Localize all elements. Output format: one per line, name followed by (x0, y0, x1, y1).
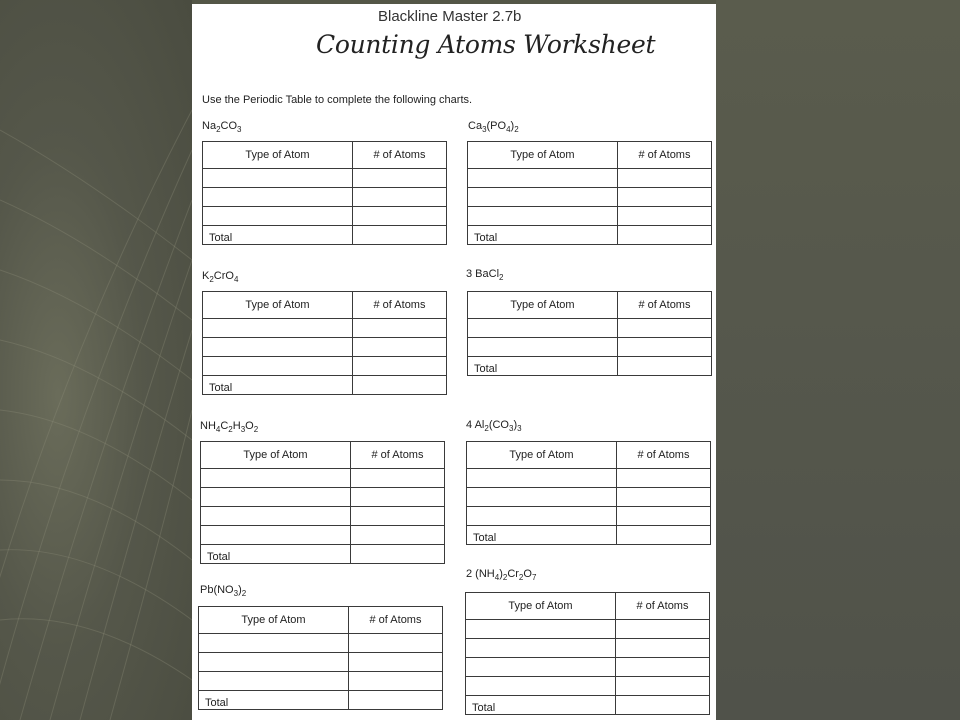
table-row (201, 526, 445, 545)
table-row (468, 338, 712, 357)
atom-count-cell[interactable] (351, 526, 445, 545)
atom-type-cell[interactable] (203, 357, 353, 376)
atom-count-cell[interactable] (617, 507, 711, 526)
formula-label: $K_2CrO_4$ (202, 270, 239, 285)
atom-type-cell[interactable] (467, 469, 617, 488)
worksheet-page (192, 4, 716, 720)
atom-count-cell[interactable] (349, 653, 443, 672)
total-value-cell[interactable] (616, 696, 710, 715)
col-num-atoms-header: # of Atoms (617, 442, 711, 469)
atom-count-cell[interactable] (616, 658, 710, 677)
table-header-row (201, 442, 445, 469)
table-header-row (203, 292, 447, 319)
table-row (199, 634, 443, 653)
total-label: Total (468, 226, 618, 245)
table-row (203, 207, 447, 226)
atom-type-cell[interactable] (468, 169, 618, 188)
atom-count-cell[interactable] (349, 672, 443, 691)
col-num-atoms-header: # of Atoms (618, 142, 712, 169)
table-row (466, 639, 710, 658)
atom-type-cell[interactable] (466, 639, 616, 658)
atom-count-cell[interactable] (353, 338, 447, 357)
atom-type-cell[interactable] (467, 507, 617, 526)
table-header-row (468, 292, 712, 319)
total-value-cell[interactable] (618, 226, 712, 245)
table-header-row (468, 142, 712, 169)
atom-type-cell[interactable] (201, 526, 351, 545)
table-row (203, 169, 447, 188)
table-row (468, 207, 712, 226)
atom-type-cell[interactable] (468, 319, 618, 338)
table-row (468, 169, 712, 188)
atom-count-cell[interactable] (616, 639, 710, 658)
table-row (467, 469, 711, 488)
formula-label: 2 $(NH_4)_2Cr_2O_7$ (466, 568, 537, 583)
col-type-of-atom-header: Type of Atom (201, 442, 351, 469)
col-type-of-atom-header: Type of Atom (468, 142, 618, 169)
col-num-atoms-header: # of Atoms (616, 593, 710, 620)
atom-count-cell[interactable] (616, 677, 710, 696)
atom-type-cell[interactable] (468, 188, 618, 207)
atom-type-cell[interactable] (466, 620, 616, 639)
total-label: Total (203, 376, 353, 395)
table-row (199, 653, 443, 672)
atom-count-table (467, 291, 712, 376)
table-row (201, 507, 445, 526)
formula-label: $Ca_3(PO_4)_2$ (468, 120, 519, 135)
table-header-row (466, 593, 710, 620)
table-total-row (201, 545, 445, 564)
formula-label: $NH_4C_2H_3O_2$ (200, 420, 259, 435)
atom-count-table (200, 441, 445, 564)
table-row (203, 338, 447, 357)
table-header-row (199, 607, 443, 634)
atom-count-cell[interactable] (618, 319, 712, 338)
table-row (203, 357, 447, 376)
atom-count-cell[interactable] (351, 488, 445, 507)
table-total-row (199, 691, 443, 710)
atom-count-table (202, 141, 447, 245)
atom-count-table (466, 441, 711, 545)
table-total-row (467, 526, 711, 545)
atom-count-cell[interactable] (617, 488, 711, 507)
col-num-atoms-header: # of Atoms (353, 292, 447, 319)
total-value-cell[interactable] (351, 545, 445, 564)
table-total-row (466, 696, 710, 715)
total-label: Total (199, 691, 349, 710)
total-value-cell[interactable] (353, 226, 447, 245)
atom-type-cell[interactable] (203, 169, 353, 188)
total-value-cell[interactable] (617, 526, 711, 545)
total-label: Total (201, 545, 351, 564)
atom-type-cell[interactable] (199, 653, 349, 672)
table-row (466, 677, 710, 696)
total-label: Total (467, 526, 617, 545)
table-row (203, 319, 447, 338)
col-type-of-atom-header: Type of Atom (203, 142, 353, 169)
worksheet-title: Counting Atoms Worksheet (316, 30, 656, 59)
atom-count-table (198, 606, 443, 710)
atom-count-table (202, 291, 447, 395)
atom-count-cell[interactable] (351, 469, 445, 488)
atom-count-cell[interactable] (353, 319, 447, 338)
atom-count-cell[interactable] (353, 188, 447, 207)
atom-type-cell[interactable] (201, 488, 351, 507)
atom-count-cell[interactable] (353, 357, 447, 376)
table-header-row (467, 442, 711, 469)
atom-count-cell[interactable] (353, 169, 447, 188)
atom-type-cell[interactable] (201, 507, 351, 526)
col-type-of-atom-header: Type of Atom (199, 607, 349, 634)
table-total-row (203, 376, 447, 395)
atom-count-cell[interactable] (616, 620, 710, 639)
atom-type-cell[interactable] (199, 634, 349, 653)
table-total-row (203, 226, 447, 245)
col-type-of-atom-header: Type of Atom (203, 292, 353, 319)
col-num-atoms-header: # of Atoms (618, 292, 712, 319)
atom-count-cell[interactable] (618, 207, 712, 226)
table-row (468, 319, 712, 338)
total-label: Total (466, 696, 616, 715)
col-num-atoms-header: # of Atoms (353, 142, 447, 169)
atom-type-cell[interactable] (203, 207, 353, 226)
atom-count-cell[interactable] (618, 169, 712, 188)
table-row (201, 469, 445, 488)
background-grid-decoration (0, 0, 192, 720)
worksheet-instructions: Use the Periodic Table to complete the following charts. (202, 94, 473, 106)
atom-count-cell[interactable] (353, 207, 447, 226)
total-value-cell[interactable] (353, 376, 447, 395)
col-type-of-atom-header: Type of Atom (468, 292, 618, 319)
total-label: Total (468, 357, 618, 376)
total-value-cell[interactable] (618, 357, 712, 376)
atom-count-table (467, 141, 712, 245)
atom-count-cell[interactable] (618, 188, 712, 207)
col-type-of-atom-header: Type of Atom (466, 593, 616, 620)
table-row (203, 188, 447, 207)
col-num-atoms-header: # of Atoms (351, 442, 445, 469)
worksheet-subtitle: Blackline Master 2.7b (378, 8, 522, 25)
table-row (201, 488, 445, 507)
atom-count-cell[interactable] (618, 338, 712, 357)
formula-label: 3 BaCl$_2$ (466, 268, 504, 283)
table-row (199, 672, 443, 691)
atom-type-cell[interactable] (203, 188, 353, 207)
total-label: Total (203, 226, 353, 245)
formula-label: 4 $Al_2(CO_3)_3$ (466, 419, 522, 434)
table-header-row (203, 142, 447, 169)
col-type-of-atom-header: Type of Atom (467, 442, 617, 469)
table-total-row (468, 226, 712, 245)
total-value-cell[interactable] (349, 691, 443, 710)
table-row (466, 658, 710, 677)
table-total-row (468, 357, 712, 376)
atom-type-cell[interactable] (203, 338, 353, 357)
formula-label: $Na_2CO_3$ (202, 120, 242, 135)
background-right-panel (716, 0, 960, 720)
atom-type-cell[interactable] (466, 677, 616, 696)
table-row (468, 188, 712, 207)
atom-type-cell[interactable] (203, 319, 353, 338)
atom-type-cell[interactable] (201, 469, 351, 488)
atom-type-cell[interactable] (468, 338, 618, 357)
atom-count-table (465, 592, 710, 715)
atom-count-cell[interactable] (349, 634, 443, 653)
formula-label: $Pb(NO_3)_2$ (200, 584, 247, 599)
atom-type-cell[interactable] (199, 672, 349, 691)
atom-count-cell[interactable] (351, 507, 445, 526)
table-row (466, 620, 710, 639)
col-num-atoms-header: # of Atoms (349, 607, 443, 634)
atom-type-cell[interactable] (466, 658, 616, 677)
atom-type-cell[interactable] (467, 488, 617, 507)
table-row (467, 488, 711, 507)
atom-count-cell[interactable] (617, 469, 711, 488)
table-row (467, 507, 711, 526)
atom-type-cell[interactable] (468, 207, 618, 226)
